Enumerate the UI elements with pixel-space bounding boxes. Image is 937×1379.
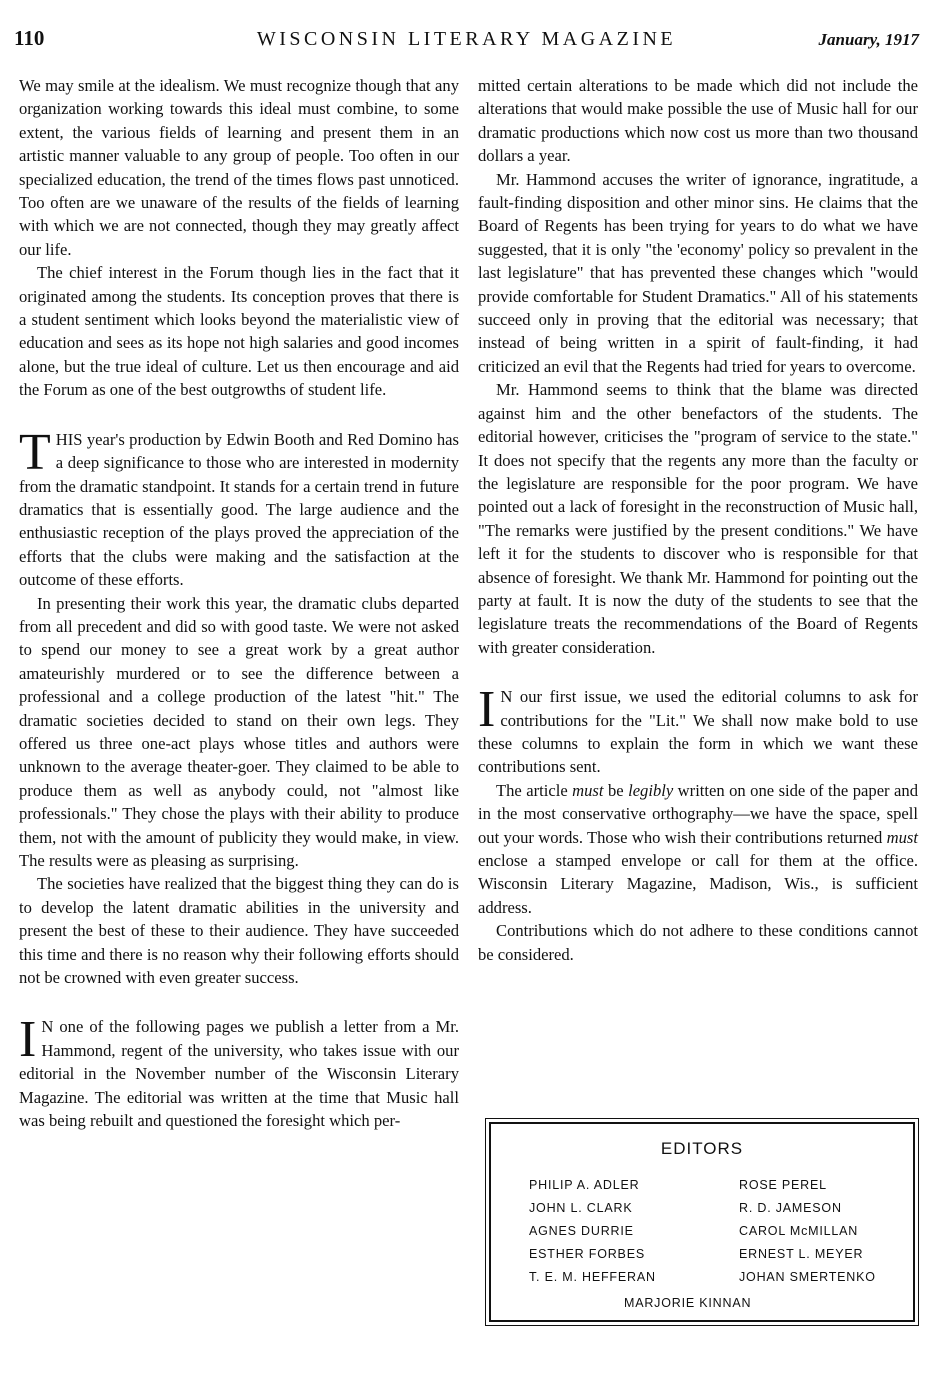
editor-name: ERNEST L. MEYER bbox=[739, 1247, 864, 1261]
editor-name: AGNES DURRIE bbox=[529, 1224, 634, 1238]
editor-name: CAROL McMILLAN bbox=[739, 1224, 859, 1238]
paragraph: The societies have realized that the biggest thing they can do is to develop the latent dramatic abilities in the university and present the best of these to their audience. They have succeeded this time and there is no reason why their following efforts should not be crowned with even greater success. bbox=[19, 874, 459, 988]
left-column bbox=[19, 74, 459, 1132]
editor-name: T. E. M. HEFFERAN bbox=[529, 1270, 656, 1284]
editorial-dramatics bbox=[19, 423, 459, 592]
text-run: enclose a stamped envelope or call for them at the office. Wisconsin Literary Magazine, Madison, Wis., is sufficient address. bbox=[478, 851, 918, 917]
paragraph bbox=[478, 779, 918, 919]
editor-name: ROSE PEREL bbox=[739, 1178, 827, 1192]
emphasis: must bbox=[572, 780, 604, 800]
editors-frame bbox=[489, 1122, 915, 1322]
text-run: The article bbox=[496, 780, 573, 800]
editorial-hammond-letter bbox=[19, 1011, 459, 1132]
paragraph: Mr. Hammond accuses the writer of ignorance, ingratitude, a fault-finding disposition and other minor sins. He claims that the Board of Regents has been trying for years to do what we have suggested, that it is only "the 'economy' policy so prevalent in the last legislature" that has prevented these changes which "would provide comfortable for Student Dramatics." All of his statements succeed only in proving that the editorial was necessary; that instead of being written in a spirit of fault-finding, it had criticized an evil that the Regents had tried for years to overcome. bbox=[478, 169, 918, 376]
paragraph: Mr. Hammond seems to think that the blame was directed against him and the other benefactors of the students. The editorial however, criticises the "program of service to the state." It does not specify that the regents any more than the faculty or the legislature are responsible for the poor program. We have pointed out a lack of foresight in the reconstruction of Music hall, "The remarks were justified by the present conditions." We have left it for the students to discover who is responsible for that absence of foresight. We thank Mr. Hammond for pointing out the party at fault. It is now the duty of the students to see that the legislature treats the recommendations of the Board of Regents with greater consideration. bbox=[478, 380, 918, 657]
paragraph-text: N one of the following pages we publish a letter from a Mr. Hammond, regent of the university, who takes issue with our editorial in the November number of the Wisconsin Literary Magazine. The editorial was written at the time that Music hall was being rebuilt and questioned the foresight which per- bbox=[19, 1017, 459, 1131]
page-header bbox=[14, 26, 919, 56]
editorial-contributions bbox=[478, 681, 918, 779]
editor-name: PHILIP A. ADLER bbox=[529, 1178, 640, 1192]
paragraph-text: N our first issue, we used the editorial columns to ask for contributions for the "Lit." We shall now make bold to use these columns to explain the form in which we want these contributions sent. bbox=[478, 687, 918, 777]
right-column bbox=[478, 74, 918, 966]
paragraph: Contributions which do not adhere to these conditions cannot be considered. bbox=[478, 921, 918, 964]
text-run: be bbox=[603, 780, 629, 800]
editor-name: R. D. JAMESON bbox=[739, 1201, 842, 1215]
editor-name: ESTHER FORBES bbox=[529, 1247, 645, 1261]
paragraph: In presenting their work this year, the dramatic clubs departed from all precedent and did so with good taste. We were not asked to spend our money to see a great work by a great author amateurishly murdered or to see the difference between a professional and a college production of the latest "hit." The dramatic societies decided to stand on their own legs. They offered us three one-act plays whose titles and authors were unknown to the average theater-goer. They claimed to be able to produce them as well as anybody could, not "almost like professionals." They chose the plays with their ability to produce them, not with the amount of publicity they would make, in view. The results were as pleasing as surprising. bbox=[19, 593, 459, 870]
text-run: written on one side of the paper and in the most conservative orthography—we have the space, spell out your words. Those who wish their contributions returned bbox=[478, 780, 918, 847]
emphasis: must bbox=[886, 827, 918, 847]
editors-heading: EDITORS bbox=[660, 1139, 744, 1158]
editors-box bbox=[485, 1118, 919, 1326]
editor-name: JOHN L. CLARK bbox=[529, 1201, 633, 1215]
editor-name: MARJORIE KINNAN bbox=[624, 1296, 752, 1310]
drop-cap: T bbox=[19, 423, 51, 481]
paragraph-text: HIS year's production by Edwin Booth and Red Domino has a deep significance to those who are interested in modernity from the dramatic standpoint. It stands for a certain trend in future dramatics that is essentially good. The large audience and the enthusiastic reception of the plays proved the appreciation of the efforts that the clubs were making and the satisfaction at the outcome of these efforts. bbox=[19, 429, 459, 590]
editor-name: JOHAN SMERTENKO bbox=[739, 1270, 876, 1284]
magazine-title: WISCONSIN LITERARY MAGAZINE bbox=[256, 28, 677, 50]
drop-cap: I bbox=[478, 681, 496, 739]
emphasis: legibly bbox=[628, 780, 674, 800]
paragraph: We may smile at the idealism. We must recognize though that any organization working towards this ideal must combine, to some extent, the various fields of learning and present them in an artistic manner valuable to any group of people. Too often in our specialized education, the trend of the times flows past unnoticed. Too often are we unaware of the results of the fields of learning with which we are not connected, though they may greatly affect our life. bbox=[19, 76, 459, 259]
paragraph: mitted certain alterations to be made which did not include the alterations that would make possible the use of Music hall for our dramatic productions which now cost us more than two thousand dollars a year. bbox=[478, 76, 918, 166]
paragraph: The chief interest in the Forum though lies in the fact that it originated among the students. Its conception proves that there is a student sentiment which looks beyond the materialistic view of education and sees as its hope not high salaries and good incomes alone, but the true ideal of culture. Let us then encourage and aid the Forum as one of the best outgrowths of student life. bbox=[19, 263, 459, 400]
page-number: 110 bbox=[14, 26, 45, 50]
issue-date: January, 1917 bbox=[818, 30, 919, 49]
drop-cap: I bbox=[19, 1011, 37, 1069]
